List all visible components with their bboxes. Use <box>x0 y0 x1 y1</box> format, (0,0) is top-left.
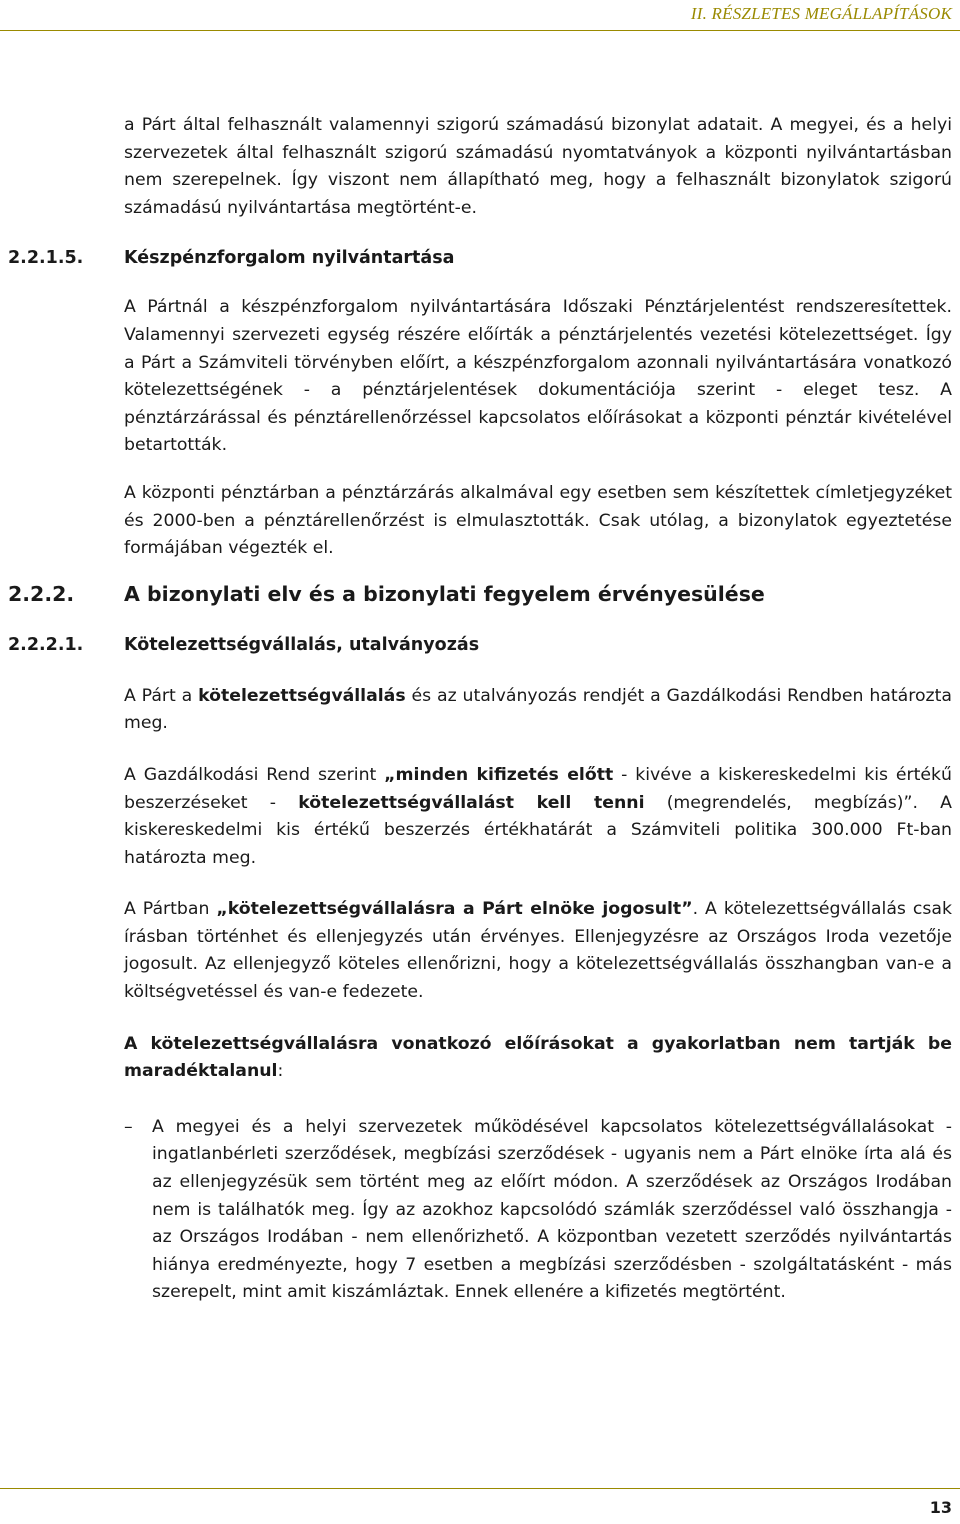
paragraph-party-president <box>124 896 952 1006</box>
section-number: 2.2.1.5. <box>8 248 84 269</box>
bold-text: „minden kifizetés előtt <box>384 764 614 785</box>
footer-rule <box>0 1488 960 1489</box>
text-run: A Pártban <box>124 899 217 920</box>
text-run: - kivéve a kiskereskedelmi kis értékű beszerzéseket - <box>124 764 952 813</box>
bold-text: kötelezettségvállalás <box>198 685 406 706</box>
page-content <box>0 112 960 1307</box>
section-title: A bizonylati elv és a bizonylati fegyelem érvényesülése <box>124 581 765 606</box>
bold-text: „kötelezettségvállalásra a Párt elnöke jogosult” <box>216 899 693 920</box>
section-number: 2.2.2.1. <box>8 634 84 655</box>
bullet-dash: – <box>124 1116 133 1137</box>
bold-text: kötelezettségvállalást kell tenni <box>298 792 645 813</box>
paragraph-central-cash: A központi pénztárban a pénztárzárás alkalmával egy esetben sem készítettek címletjegyzéket és 2000-ben a pénztárellenőrzést is elmulasztották. Csak utólag, a bizonylatok egyeztetése formájában végezték el. <box>124 482 952 559</box>
section-heading-2-2-1-5 <box>0 245 960 272</box>
paragraph-commitment-rules <box>124 683 952 738</box>
section-heading-2-2-2 <box>0 581 960 608</box>
text-run: . A kötelezettségvállalás csak írásban történhet és ellenjegyzés után érvényes. Ellenjegyzésre az Országos Iroda vezetője jogosult. Az ellenjegyző köteles ellenőrizni, hogy a kötelezettségvállalás összhangban van-e a költségvetéssel és van-e fedezete. <box>124 899 953 1003</box>
text-run: A Gazdálkodási Rend szerint <box>124 764 385 785</box>
paragraph-intro: a Párt által felhasznált valamennyi szigorú számadású bizonylat adatait. A megyei, és a helyi szervezetek által felhasznált szigorú számadású nyomtatványok a központi nyilvántartásban nem szerepelnek. Így viszont nem állapítható meg, hogy a felhasznált bizonylatok szigorú számadású nyilvántartása megtörtént-e. <box>124 115 952 218</box>
bullet-text: A megyei és a helyi szervezetek működésével kapcsolatos kötelezettségvállalásokat - ingatlanbérleti szerződések, megbízási szerződések - ugyanis nem a Párt elnöke írta alá és az ellenjegyzésük sem történt meg az előírt módon. A szerződések az Országos Irodában nem is találhatók meg. Így az azokhoz kapcsolódó számlák szerződéssel való összhangja - az Országos Irodában - nem ellenőrizhető. A központban vezetett szerződés nyilvántartás hiánya eredményezte, hogy 7 esetben a megbízási szerződésben - szolgáltatásként - más szerepelt, mint amit kiszámláztak. Ennek ellenére a kifizetés megtörtént. <box>152 1116 952 1303</box>
paragraph-financial-rules <box>124 762 952 872</box>
text-run: és az utalványozás rendjét a Gazdálkodási Rendben határozta meg. <box>124 685 952 734</box>
running-header-title: II. RÉSZLETES MEGÁLLAPÍTÁSOK <box>690 4 952 23</box>
text-run: : <box>277 1061 284 1082</box>
paragraph-bold-finding <box>124 1031 952 1086</box>
section-number: 2.2.2. <box>8 581 75 606</box>
running-header <box>0 0 960 34</box>
text-run: A Párt a <box>124 685 199 706</box>
section-title: Készpénzforgalom nyilvántartása <box>124 248 455 269</box>
text-run: (megrendelés, megbízás)”. A kiskereskedelmi kis értékű beszerzés értékhatárát a Számviteli politika 300.000 Ft-ban határozta meg. <box>124 792 952 868</box>
page-number: 13 <box>929 1498 952 1517</box>
section-heading-2-2-2-1 <box>0 632 960 659</box>
paragraph-cash-register: A Pártnál a készpénzforgalom nyilvántartására Időszaki Pénztárjelentést rendszeresítettek. Valamennyi szervezeti egység részére előírták a pénztárjelentés vezetési kötelezettséget. Így a Párt a Számviteli törvényben előírt, a készpénzforgalom azonnali nyilvántartására vonatkozó kötelezettségének - a pénztárjelentések dokumentációja szerint - eleget tesz. A pénztárzárással és pénztárellenőrzéssel kapcsolatos előírásokat a központi pénztár kivételével betartották. <box>124 297 952 456</box>
header-rule <box>0 30 960 31</box>
bullet-item <box>0 1114 960 1307</box>
bold-text: A kötelezettségvállalásra vonatkozó előírásokat a gyakorlatban nem tartják be maradéktalanul <box>124 1033 952 1082</box>
section-title: Kötelezettségvállalás, utalványozás <box>124 634 480 655</box>
